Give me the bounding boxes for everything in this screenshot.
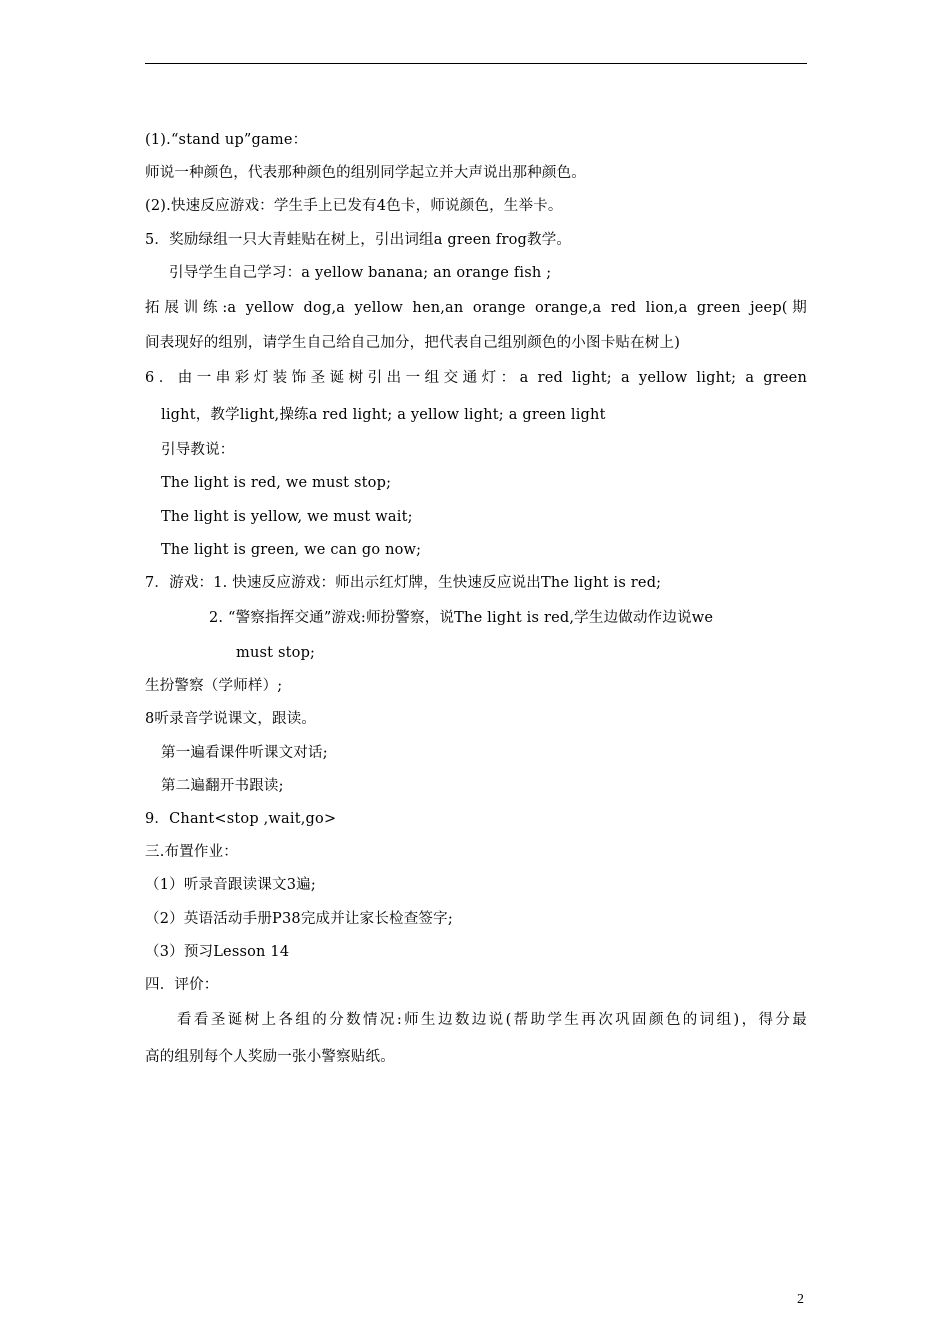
text-line-light-yellow: The light is yellow, we must wait; <box>161 508 413 525</box>
text-line-self-study: 引导学生自己学习：a yellow banana; an orange fish ; <box>169 264 552 281</box>
text-line-second-pass: 第二遍翻开书跟读; <box>161 777 284 794</box>
text-line-stand-up-rules: 师说一种颜色，代表那种颜色的组别同学起立并大声说出那种颜色。 <box>145 165 586 182</box>
text-line-evaluation-cont: 高的组别每个人奖励一张小警察贴纸。 <box>145 1049 395 1066</box>
text-line-extension-training-cont: 间表现好的组别，请学生自己给自己加分，把代表自己组别颜色的小图卡贴在树上) <box>145 334 681 351</box>
text-line-police-game: 2. “警察指挥交通”游戏:师扮警察，说The light is red,学生边做动作边说we <box>209 610 714 627</box>
text-line-light-green: The light is green, we can go now; <box>161 541 422 558</box>
text-line-first-pass: 第一遍看课件听课文对话; <box>161 744 328 761</box>
text-line-step-6: 6．由一串彩灯装饰圣诞树引出一组交通灯：a red light; a yellow light; a green <box>145 370 807 387</box>
text-line-quick-reaction-game: (2).快速反应游戏：学生手上已发有4色卡，师说颜色，生举卡。 <box>145 198 563 215</box>
text-line-homework-3: （3）预习Lesson 14 <box>145 943 290 960</box>
text-line-step-7: 7．游戏：1. 快速反应游戏：师出示红灯牌，生快速反应说出The light is red; <box>145 574 662 591</box>
text-line-guide-speaking: 引导教说： <box>161 442 235 459</box>
text-line-light-red: The light is red, we must stop; <box>161 475 392 492</box>
text-line-extension-training: 拓展训练:a yellow dog,a yellow hen,an orange orange,a red lion,a green jeep(期 <box>145 299 807 316</box>
text-line-homework-2: （2）英语活动手册P38完成并让家长检查签字; <box>145 910 453 927</box>
text-line-homework-1: （1）听录音跟读课文3遍; <box>145 877 316 894</box>
section-heading-homework: 三.布置作业： <box>145 844 239 861</box>
document-body <box>145 124 807 1076</box>
text-line-evaluation: 看看圣诞树上各组的分数情况:师生边数边说(帮助学生再次巩固颜色的词组)，得分最 <box>177 1012 807 1029</box>
text-line-step-6-cont: light，教学light,操练a red light; a yellow light; a green light <box>161 407 606 424</box>
text-line-step-9-chant: 9．Chant<stop ,wait,go> <box>145 811 337 827</box>
text-line-stand-up-game: (1).“stand up”game： <box>145 132 308 148</box>
text-line-student-police: 生扮警察（学师样）; <box>145 678 283 695</box>
page-number: 2 <box>797 1292 804 1307</box>
text-line-step-8: 8听录音学说课文，跟读。 <box>145 711 317 728</box>
text-line-police-game-cont: must stop; <box>236 645 316 662</box>
header-rule <box>145 63 807 64</box>
text-line-step-5: 5．奖励绿组一只大青蛙贴在树上，引出词组a green frog教学。 <box>145 231 572 248</box>
section-heading-evaluation: 四．评价： <box>145 976 219 993</box>
